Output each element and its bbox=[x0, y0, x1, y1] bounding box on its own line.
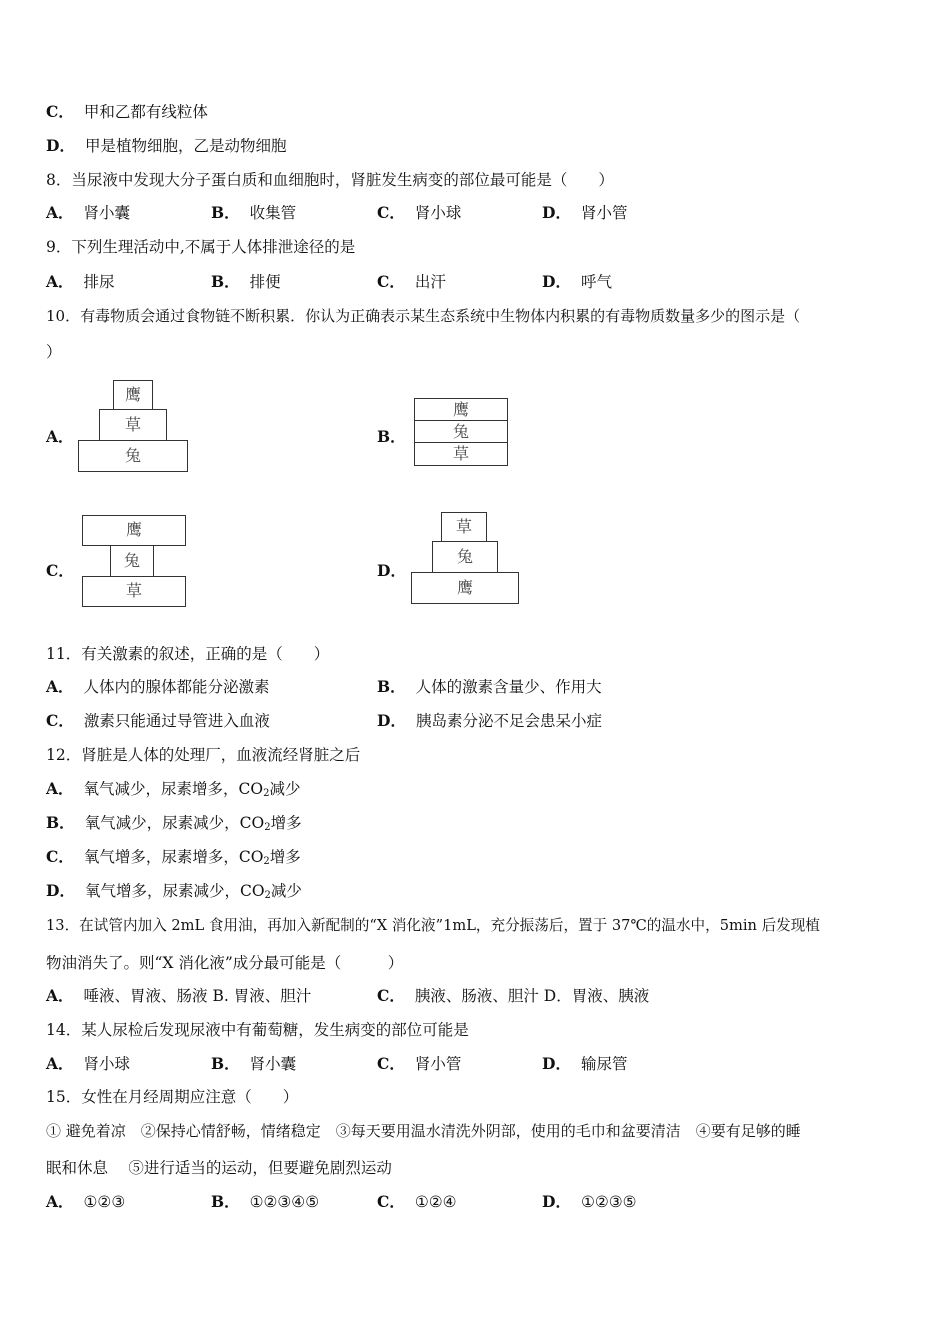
q15-stem: 15．女性在月经周期应注意（ ） bbox=[46, 1088, 299, 1106]
pyramid-a-level-middle: 草 bbox=[99, 409, 167, 441]
q10-pyramid-c bbox=[82, 515, 186, 607]
q8-option-c: C． 肾小球 bbox=[377, 203, 462, 222]
q10-stem: 10．有毒物质会通过食物链不断积累．你认为正确表示某生态系统中生物体内积累的有毒物质数量多少的图示是（ bbox=[46, 307, 801, 325]
q12-stem: 12．肾脏是人体的处理厂，血液流经肾脏之后 bbox=[46, 746, 361, 764]
q10-pyramid-b bbox=[414, 398, 508, 466]
q15-option-b: B． ①②③④⑤ bbox=[211, 1192, 320, 1211]
q11-stem: 11．有关激素的叙述，正确的是（ ） bbox=[46, 645, 330, 663]
pyramid-b-level-middle: 兔 bbox=[414, 420, 508, 444]
q15-option-d: D． ①②③⑤ bbox=[542, 1192, 637, 1211]
q9-stem: 9．下列生理活动中,不属于人体排泄途径的是 bbox=[46, 238, 356, 256]
q8-stem: 8．当尿液中发现大分子蛋白质和血细胞时，肾脏发生病变的部位最可能是（ ） bbox=[46, 171, 614, 189]
q11-option-c: C． 激素只能通过导管进入血液 bbox=[46, 711, 270, 730]
pyramid-c-level-middle: 兔 bbox=[110, 545, 154, 577]
q10-option-c-label: C． bbox=[46, 561, 74, 580]
q10-pyramid-a bbox=[78, 380, 188, 472]
q7-option-d: D． 甲是植物细胞，乙是动物细胞 bbox=[46, 136, 287, 155]
q10-option-a-label: A． bbox=[46, 427, 74, 446]
q12-option-b: B． 氧气减少，尿素减少，$CO_2$增多 bbox=[46, 813, 302, 833]
q14-option-d: D． 输尿管 bbox=[542, 1054, 628, 1073]
q11-option-a: A． 人体内的腺体都能分泌激素 bbox=[46, 677, 270, 696]
q15-line2: 眠和休息 ⑤进行适当的运动，但要避免剧烈运动 bbox=[46, 1159, 392, 1177]
q15-option-c: C． ①②④ bbox=[377, 1192, 457, 1211]
q8-option-a: A． 肾小囊 bbox=[46, 203, 131, 222]
q13-option-cd: C． 胰液、肠液、胆汁 D．胃液、胰液 bbox=[377, 986, 650, 1005]
pyramid-d-level-middle: 兔 bbox=[432, 541, 498, 573]
q15-line1: ① 避免着凉 ②保持心情舒畅，情绪稳定 ③每天要用温水清洗外阴部，使用的毛巾和盆要清洁 ④要有足够的睡 bbox=[46, 1122, 801, 1140]
pyramid-b-level-bottom: 草 bbox=[414, 442, 508, 466]
q8-option-b: B． 收集管 bbox=[211, 203, 297, 222]
q9-option-a: A． 排尿 bbox=[46, 272, 115, 291]
q14-option-a: A． 肾小球 bbox=[46, 1054, 131, 1073]
pyramid-c-level-top: 鹰 bbox=[82, 515, 186, 546]
q9-option-d: D． 呼气 bbox=[542, 272, 612, 291]
q11-option-d: D． 胰岛素分泌不足会患呆小症 bbox=[377, 711, 602, 730]
q10-stem-end: ） bbox=[46, 343, 62, 361]
q10-pyramid-d bbox=[411, 512, 519, 604]
q13-option-ab: A． 唾液、胃液、肠液 B. 胃液、胆汁 bbox=[46, 986, 312, 1005]
pyramid-d-level-bottom: 鹰 bbox=[411, 572, 519, 604]
q14-stem: 14．某人尿检后发现尿液中有葡萄糖，发生病变的部位可能是 bbox=[46, 1021, 469, 1039]
q9-option-b: B． 排便 bbox=[211, 272, 281, 291]
q12-option-d: D． 氧气增多，尿素减少，$CO_2$减少 bbox=[46, 881, 302, 901]
q7-option-c: C． 甲和乙都有线粒体 bbox=[46, 102, 208, 121]
pyramid-a-level-top: 鹰 bbox=[113, 380, 153, 410]
q15-option-a: A． ①②③ bbox=[46, 1192, 126, 1211]
q10-option-b-label: B． bbox=[377, 427, 406, 446]
q14-option-b: B． 肾小囊 bbox=[211, 1054, 297, 1073]
q10-option-d-label: D． bbox=[377, 561, 406, 580]
q13-stem: 13．在试管内加入 2mL 食用油，再加入新配制的“X 消化液”1mL，充分振荡后，置于 37℃的温水中，5min 后发现植 bbox=[46, 917, 820, 934]
pyramid-c-level-bottom: 草 bbox=[82, 576, 186, 607]
q12-option-c: C． 氧气增多，尿素增多，$CO_2$增多 bbox=[46, 847, 301, 867]
pyramid-a-level-bottom: 兔 bbox=[78, 440, 188, 472]
q9-option-c: C． 出汗 bbox=[377, 272, 446, 291]
q14-option-c: C． 肾小管 bbox=[377, 1054, 462, 1073]
pyramid-b-level-top: 鹰 bbox=[414, 398, 508, 422]
q12-option-a: A． 氧气减少，尿素增多，$CO_2$减少 bbox=[46, 779, 301, 799]
q8-option-d: D． 肾小管 bbox=[542, 203, 628, 222]
q13-stem-cont: 物油消失了。则“X 消化液”成分最可能是（ ） bbox=[46, 954, 404, 972]
q11-option-b: B． 人体的激素含量少、作用大 bbox=[377, 677, 602, 696]
pyramid-d-level-top: 草 bbox=[441, 512, 487, 542]
